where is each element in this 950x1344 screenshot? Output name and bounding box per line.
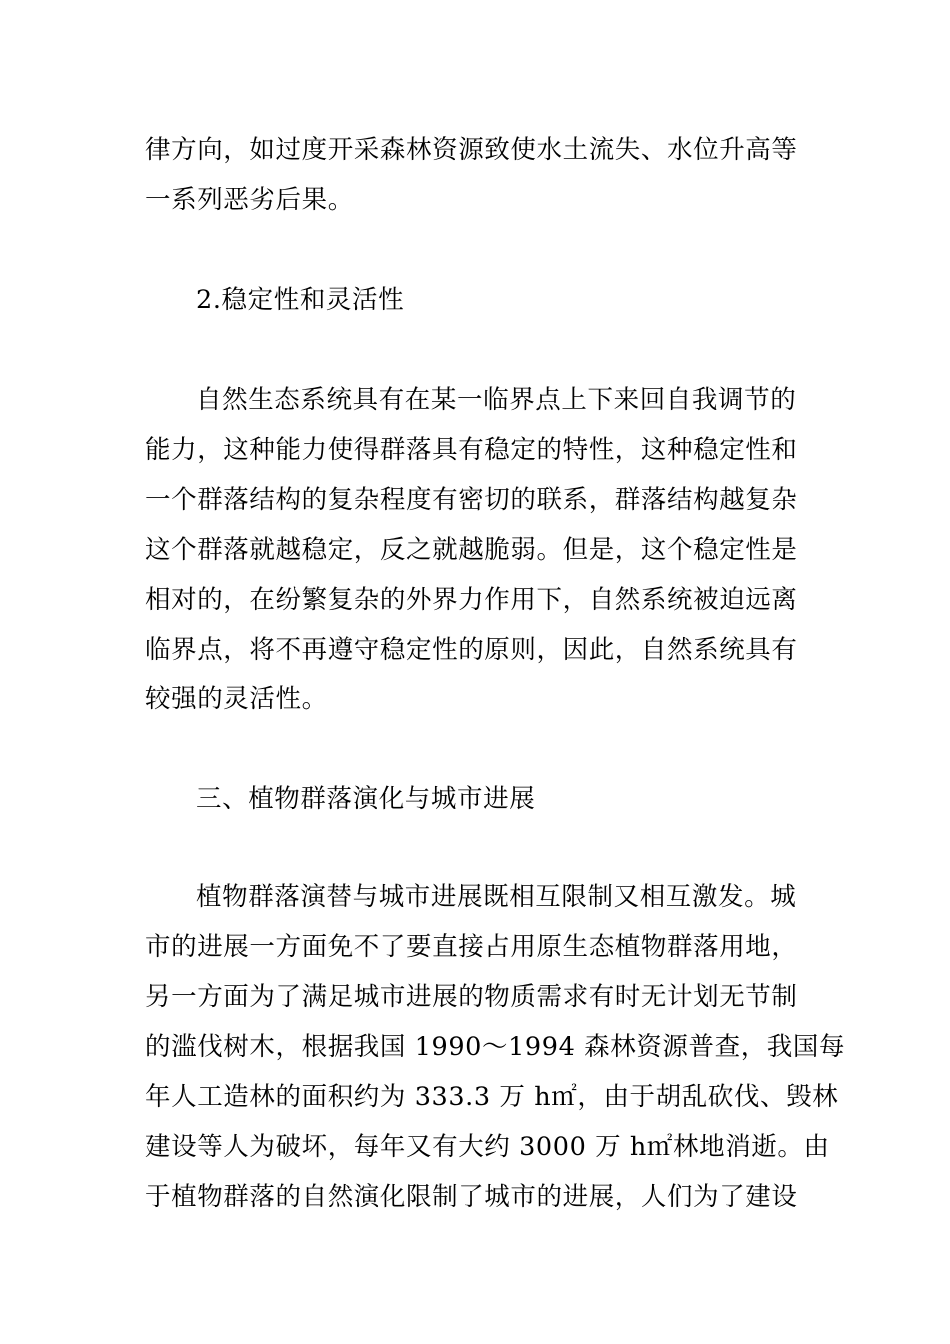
paragraph-line: 较强的灵活性。 (145, 684, 328, 714)
paragraph-line: 另一方面为了满足城市进展的物质需求有时无计划无节制 (145, 982, 798, 1012)
paragraph-line: 植物群落演替与城市进展既相互限制又相互激发。城 (196, 882, 797, 912)
paragraph-line: 于植物群落的自然演化限制了城市的进展，人们为了建设 (145, 1182, 798, 1212)
paragraph-line: 这个群落就越稳定，反之就越脆弱。但是，这个稳定性是 (145, 535, 798, 565)
paragraph-line: 的滥伐树木，根据我国 1990～1994 森林资源普查，我国每 (145, 1032, 846, 1062)
paragraph-line: 能力，这种能力使得群落具有稳定的特性，这种稳定性和 (145, 435, 798, 465)
paragraph-line: 年人工造林的面积约为 333.3 万 h㎡，由于胡乱砍伐、毁林 (145, 1082, 839, 1112)
paragraph-line: 自然生态系统具有在某一临界点上下来回自我调节的 (196, 385, 797, 415)
paragraph-line: 一个群落结构的复杂程度有密切的联系，群落结构越复杂 (145, 485, 798, 515)
paragraph-line: 临界点，将不再遵守稳定性的原则，因此，自然系统具有 (145, 635, 798, 665)
paragraph-line: 一系列恶劣后果。 (145, 185, 354, 215)
paragraph-line: 建设等人为破坏，每年又有大约 3000 万 h㎡林地消逝。由 (145, 1132, 830, 1162)
section-heading: 2.稳定性和灵活性 (196, 285, 405, 315)
paragraph-line: 律方向，如过度开采森林资源致使水土流失、水位升高等 (145, 135, 798, 165)
paragraph-line: 相对的，在纷繁复杂的外界力作用下，自然系统被迫远离 (145, 585, 798, 615)
section-heading: 三、植物群落演化与城市进展 (196, 784, 536, 814)
paragraph-line: 市的进展一方面免不了要直接占用原生态植物群落用地， (145, 932, 798, 962)
